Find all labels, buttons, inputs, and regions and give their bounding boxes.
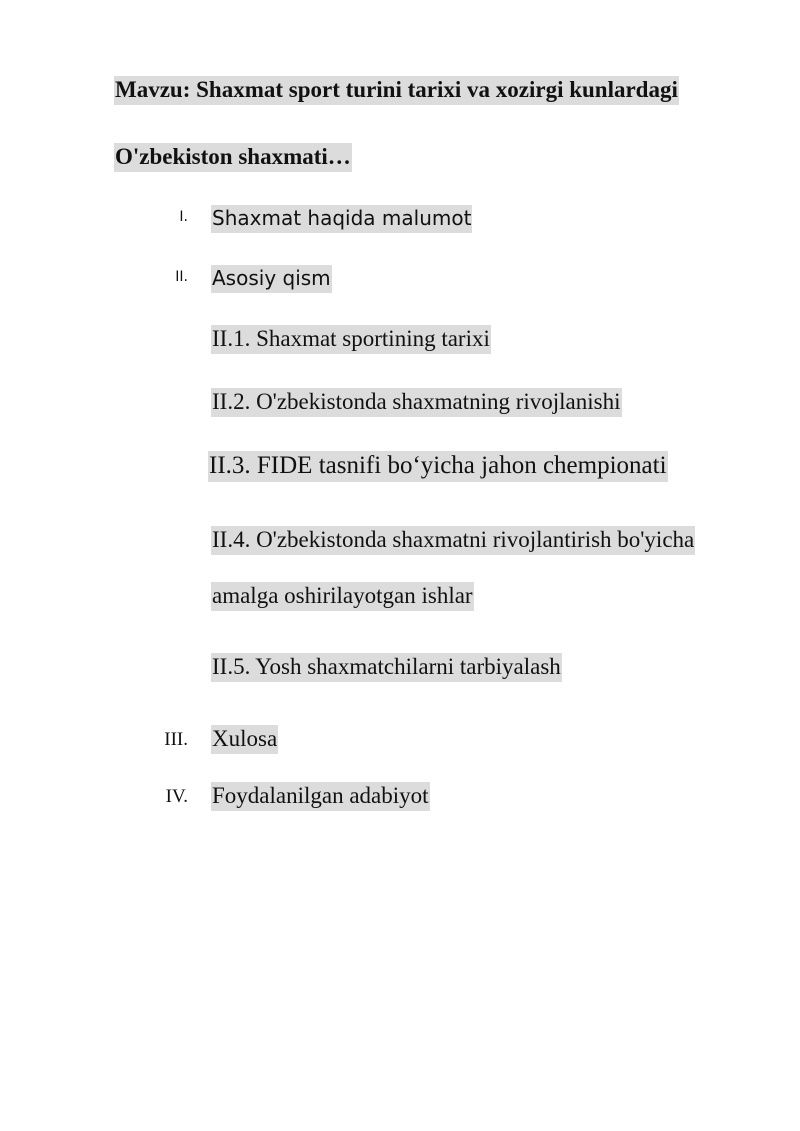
subitem-2-1-label: II.1. Shaxmat sportining tarixi	[211, 325, 491, 354]
subitem-2-4-line-1	[211, 527, 695, 553]
outline-item-4-label: Foydalanilgan adabiyot	[211, 782, 430, 811]
outline-marker-3: III.	[164, 729, 188, 750]
subitem-2-3	[208, 452, 668, 480]
subitem-2-3-label: II.3. FIDE tasnifi bo‘yicha jahon chempionati	[208, 451, 668, 482]
outline-marker-4: IV.	[165, 786, 188, 807]
title-line-1	[114, 76, 679, 104]
subitem-2-1	[211, 326, 491, 352]
outline-item-3	[211, 726, 278, 752]
title-line-2	[114, 143, 352, 171]
subitem-2-2-label: II.2. O'zbekistonda shaxmatning rivojlanishi	[211, 388, 622, 417]
outline-item-2	[211, 266, 332, 290]
subitem-2-4-label-1: II.4. O'zbekistonda shaxmatni rivojlantirish bo'yicha	[211, 526, 695, 555]
outline-item-3-label: Xulosa	[211, 725, 278, 754]
outline-marker-1: I.	[179, 209, 188, 225]
outline-item-1-label: Shaxmat haqida malumot	[211, 205, 472, 233]
subitem-2-4-line-2	[211, 583, 474, 609]
outline-item-2-label: Asosiy qism	[211, 265, 332, 293]
outline-item-4	[211, 783, 430, 809]
title-text-1: Mavzu: Shaxmat sport turini tarixi va xozirgi kunlardagi	[114, 76, 679, 105]
subitem-2-2	[211, 389, 622, 415]
title-text-2: O'zbekiston shaxmati…	[114, 143, 352, 172]
outline-item-1	[211, 206, 472, 230]
subitem-2-5	[211, 654, 562, 680]
subitem-2-4-label-2: amalga oshirilayotgan ishlar	[211, 582, 474, 611]
outline-marker-2: II.	[175, 269, 188, 285]
subitem-2-5-label: II.5. Yosh shaxmatchilarni tarbiyalash	[211, 653, 562, 682]
